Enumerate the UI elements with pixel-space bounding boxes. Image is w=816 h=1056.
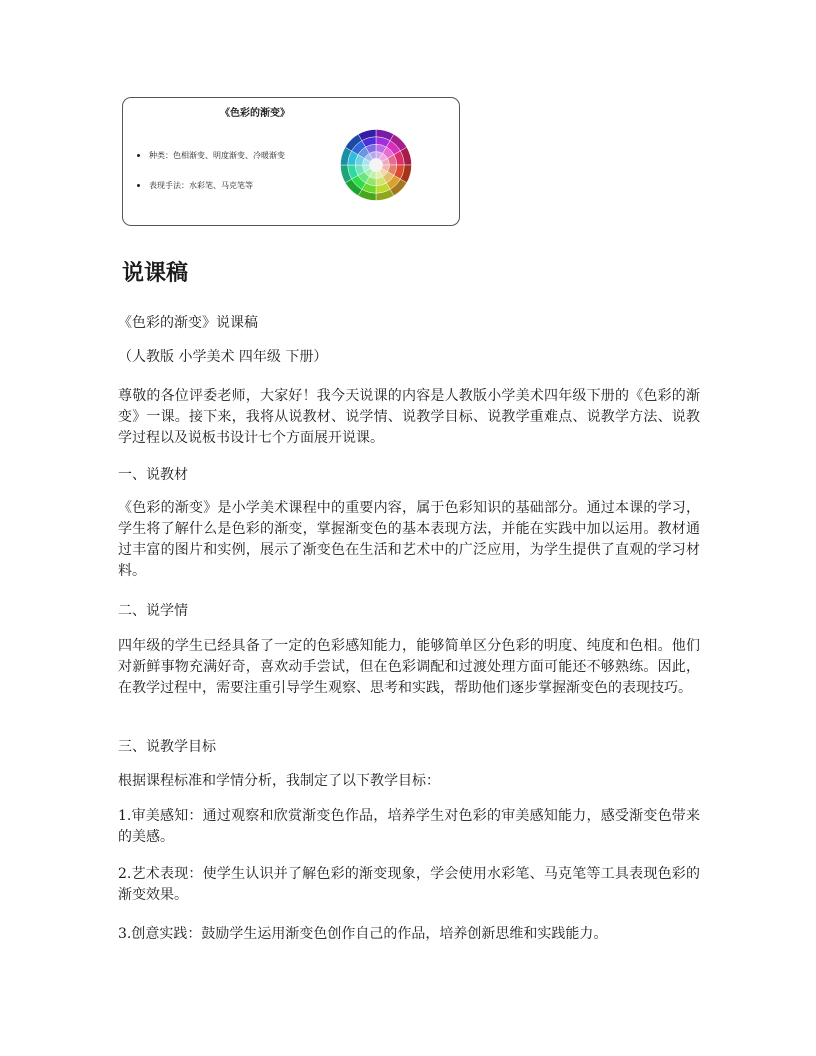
- bullet-dot-icon: [137, 184, 140, 187]
- edition-line: （人教版 小学美术 四年级 下册）: [118, 349, 328, 365]
- objectives-intro: 根据课程标准和学情分析，我制定了以下教学目标：: [118, 773, 440, 789]
- textbook-paragraph: 《色彩的渐变》是小学美术课程中的重要内容，属于色彩知识的基础部分。通过本课的学习，学生将了解什么是色彩的渐变，掌握渐变色的基本表现方法，并能在实践中加以运用。教材通过丰富的图片和实例，展示了渐变色在生活和艺术中的广泛应用，为学生提供了直观的学习材料。: [118, 500, 700, 579]
- section-heading-objectives: 三、说教学目标: [118, 739, 216, 755]
- section-heading-students: 二、说学情: [118, 603, 188, 619]
- objective-item: 3.创意实践：鼓励学生运用渐变色创作自己的作品，培养创新思维和实践能力。: [118, 926, 608, 942]
- color-wheel-image: [339, 128, 413, 202]
- slide-title: 《色彩的渐变》: [220, 108, 290, 119]
- section-heading-textbook: 一、说教材: [118, 467, 188, 483]
- bullet-dot-icon: [137, 154, 140, 157]
- slide-thumbnail: [122, 97, 460, 226]
- document-title-line: 《色彩的渐变》说课稿: [118, 315, 258, 331]
- students-paragraph: 四年级的学生已经具备了一定的色彩感知能力，能够简单区分色彩的明度、纯度和色相。他们对新鲜事物充满好奇，喜欢动手尝试，但在色彩调配和过渡处理方面可能还不够熟练。因此，在教学过程中，需要注重引导学生观察、思考和实践，帮助他们逐步掌握渐变色的表现技巧。: [118, 638, 700, 696]
- slide-bullet: [135, 180, 285, 210]
- intro-paragraph: 尊敬的各位评委老师，大家好！我今天说课的内容是人教版小学美术四年级下册的《色彩的渐变》一课。接下来，我将从说教材、说学情、说教学目标、说教学重难点、说教学方法、说教学过程以及说板书设计七个方面展开说课。: [118, 388, 700, 446]
- slide-bullet-text: 种类：色相渐变、明度渐变、冷暖渐变: [149, 151, 285, 160]
- slide-bullet: [135, 150, 285, 180]
- slide-bullet-text: 表现手法：水彩笔、马克笔等: [149, 181, 253, 190]
- objective-item: 2.艺术表现：使学生认识并了解色彩的渐变现象，学会使用水彩笔、马克笔等工具表现色彩的渐变效果。: [118, 866, 700, 903]
- objective-item: 1.审美感知：通过观察和欣赏渐变色作品，培养学生对色彩的审美感知能力，感受渐变色带来的美感。: [118, 808, 700, 845]
- color-wheel-center: [369, 158, 382, 171]
- slide-bullet-list: [135, 150, 285, 210]
- document-heading: 说课稿: [122, 261, 189, 286]
